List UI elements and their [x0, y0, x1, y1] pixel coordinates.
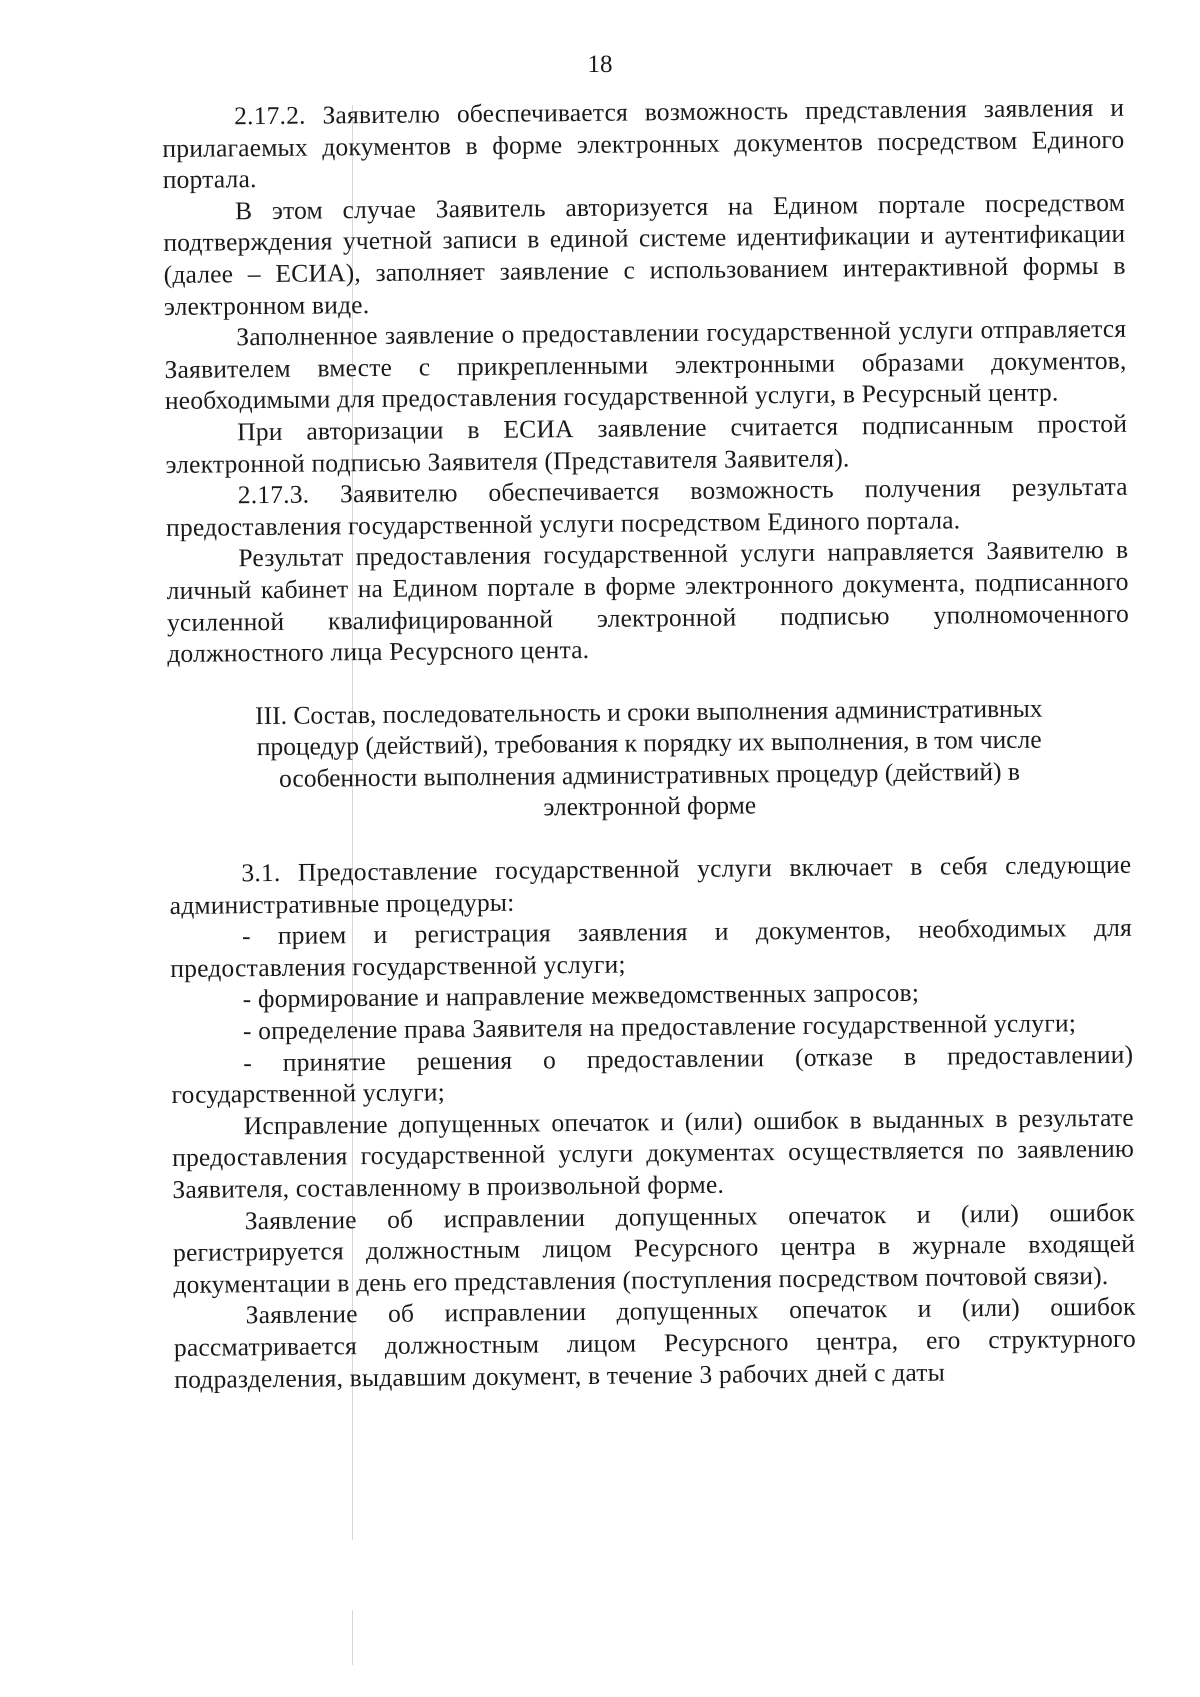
paragraph: Исправление допущенных опечаток и (или) ошибок в выданных в результате предоставления государственной услуги документах осуществляется по заявлению Заявителя, составленному в произвольной форме.	[172, 1102, 1135, 1204]
paragraph: Результат предоставления государственной услуги направляется Заявителю в личный кабинет на Едином портале в форме электронного документа, подписанного усиленной квалифицированной электронной подписью уполномоченного должностного лица Ресурсного цента.	[166, 535, 1130, 669]
list-item: - формирование и направление межведомственных запросов;	[242, 978, 920, 1014]
paragraph: 2.17.3. Заявителю обеспечивается возможность получения результата предоставления государственной услуги посредством Единого портала.	[165, 471, 1128, 542]
scan-crease-line-lower	[352, 1610, 353, 1665]
list-item: - прием и регистрация заявления и документов, необходимых для предоставления государственной услуги;	[170, 912, 1133, 983]
paragraph: 3.1. Предоставление государственной услуги включает в себя следующие административные процедуры:	[169, 849, 1132, 920]
document-body	[162, 92, 1136, 1395]
section-heading: III. Состав, последовательность и сроки выполнения административных процедур (действий), требования к порядку их выполнения, в том числе особенности выполнения административных процедур (действий) в электронной форме	[255, 693, 1043, 822]
paragraph: В этом случае Заявитель авторизуется на Едином портале посредством подтверждения учетной записи в единой системе идентификации и аутентификации (далее – ЕСИА), заполняет заявление с использованием интерактивной формы в электронном виде.	[163, 187, 1126, 321]
list-item: - принятие решения о предоставлении (отказе в предоставлении) государственной услуги;	[171, 1039, 1134, 1110]
list-item: - определение права Заявителя на предоставление государственной услуги;	[242, 1008, 1077, 1046]
paragraph: При авторизации в ЕСИА заявление считается подписанным простой электронной подписью Заявителя (Представителя Заявителя).	[165, 408, 1128, 479]
paragraph: 2.17.2. Заявителю обеспечивается возможность представления заявления и прилагаемых документов в форме электронных документов посредством Единого портала.	[162, 92, 1125, 195]
paragraph: Заявление об исправлении допущенных опечаток и (или) ошибок регистрируется должностным лицом Ресурсного центра в журнале входящей документации в день его представления (поступления посредством почтовой связи).	[172, 1197, 1136, 1299]
paragraph: Заявление об исправлении допущенных опечаток и (или) ошибок рассматривается должностным лицом Ресурсного центра, его структурного подразделения, выдавшим документ, в течение 3 рабочих дней с даты	[173, 1292, 1137, 1394]
paragraph: Заполненное заявление о предоставлении государственной услуги отправляется Заявителем вместе с прикрепленными электронными образами документов, необходимыми для предоставления государственной услуги, в Ресурсный центр.	[164, 313, 1127, 416]
page-number: 18	[587, 51, 613, 78]
